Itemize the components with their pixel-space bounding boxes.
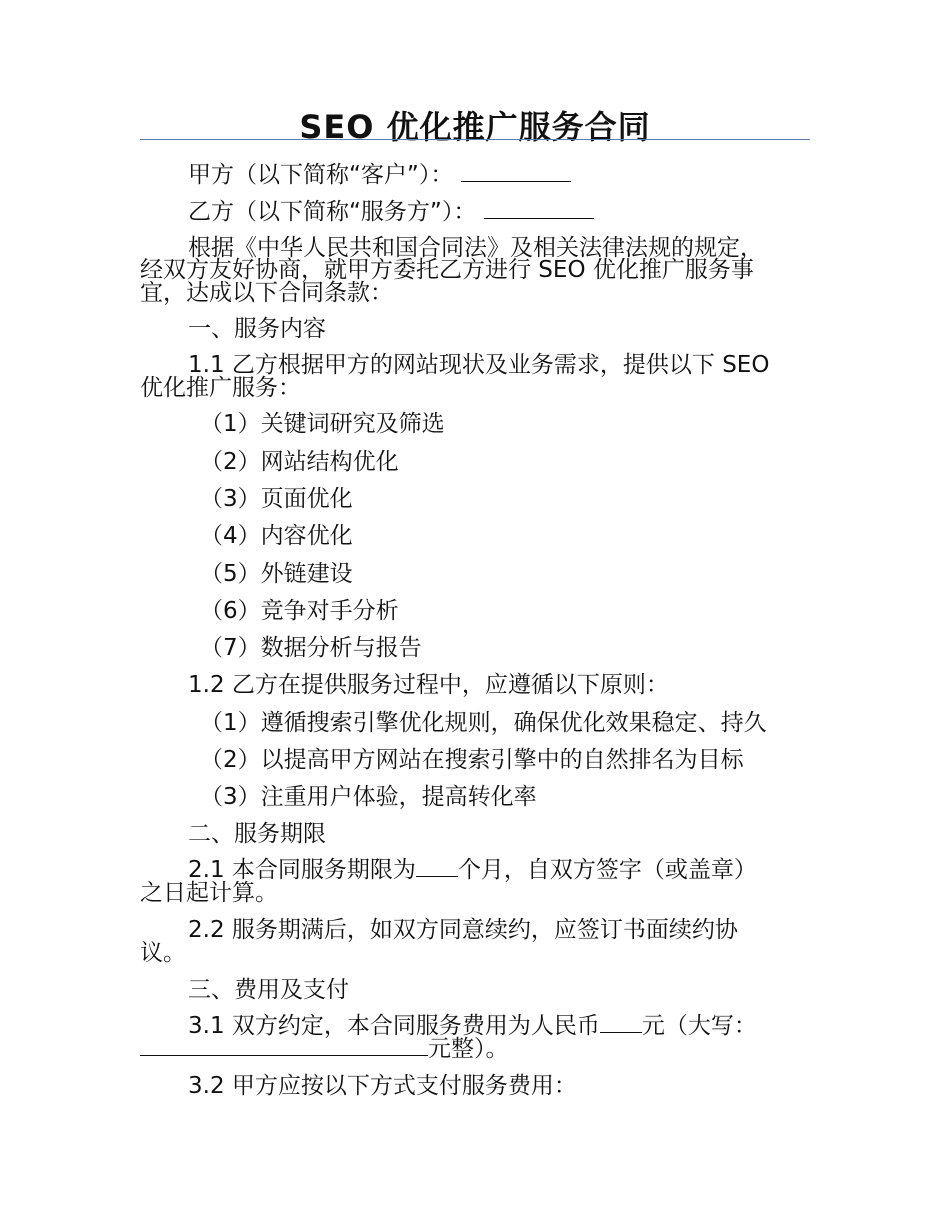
clause-1-1-line-2: 优化推广服务： — [140, 375, 301, 401]
party-a-label: 甲方（以下简称“客户”）： — [188, 162, 454, 188]
clause-1-1-line-1: 1.1 乙方根据甲方的网站现状及业务需求，提供以下 SEO — [188, 352, 770, 378]
service-item: （5）外链建设 — [200, 561, 353, 587]
principle-item: （2）以提高甲方网站在搜索引擎中的自然排名为目标 — [200, 747, 744, 773]
section-3-heading: 三、费用及支付 — [188, 977, 349, 1003]
clause-2-2-line-2: 议。 — [140, 940, 186, 966]
preamble-line-2: 经双方友好协商，就甲方委托乙方进行 SEO 优化推广服务事 — [140, 257, 754, 283]
section-1-heading: 一、服务内容 — [188, 316, 326, 342]
fee-uppercase-blank — [140, 1037, 428, 1056]
clause-2-1-text-b: 个月，自双方签字（或盖章） — [457, 857, 757, 883]
party-b-label: 乙方（以下简称“服务方”）： — [188, 199, 477, 225]
clause-3-1-text-a: 3.1 双方约定，本合同服务费用为人民币 — [188, 1013, 600, 1039]
service-item: （2）网站结构优化 — [200, 449, 399, 475]
clause-3-1-text-b: 元（大写： — [641, 1013, 757, 1039]
service-item: （6）竞争对手分析 — [200, 598, 399, 624]
party-b-blank — [484, 200, 594, 219]
principle-item: （1）遵循搜索引擎优化规则，确保优化效果稳定、持久 — [200, 710, 767, 736]
clause-3-2: 3.2 甲方应按以下方式支付服务费用： — [188, 1073, 577, 1099]
clause-1-2: 1.2 乙方在提供服务过程中，应遵循以下原则： — [188, 672, 669, 698]
principle-item: （3）注重用户体验，提高转化率 — [200, 784, 537, 810]
preamble-line-3: 宜，达成以下合同条款： — [140, 280, 393, 306]
service-item: （4）内容优化 — [200, 523, 353, 549]
clause-2-1-line-2: 之日起计算。 — [140, 880, 278, 906]
party-a-blank — [461, 163, 571, 182]
fee-amount-blank — [600, 1014, 642, 1033]
service-item: （3）页面优化 — [200, 486, 353, 512]
party-a-line — [140, 163, 858, 188]
party-b-line — [140, 200, 858, 225]
clause-2-1-text-a: 2.1 本合同服务期限为 — [188, 857, 416, 883]
clause-2-2-line-1: 2.2 服务期满后，如双方同意续约，应签订书面续约协 — [188, 917, 738, 943]
page-title: SEO 优化推广服务合同 — [299, 108, 651, 146]
preamble-line-1: 根据《中华人民共和国合同法》及相关法律法规的规定， — [188, 235, 763, 261]
term-months-blank — [416, 858, 458, 877]
service-item: （7）数据分析与报告 — [200, 635, 422, 661]
service-item: （1）关键词研究及筛选 — [200, 411, 445, 437]
section-2-heading: 二、服务期限 — [188, 821, 326, 847]
clause-3-1-line-2 — [140, 1037, 810, 1062]
clause-3-1-text-c: 元整）。 — [428, 1036, 509, 1062]
title-underline — [140, 139, 810, 140]
